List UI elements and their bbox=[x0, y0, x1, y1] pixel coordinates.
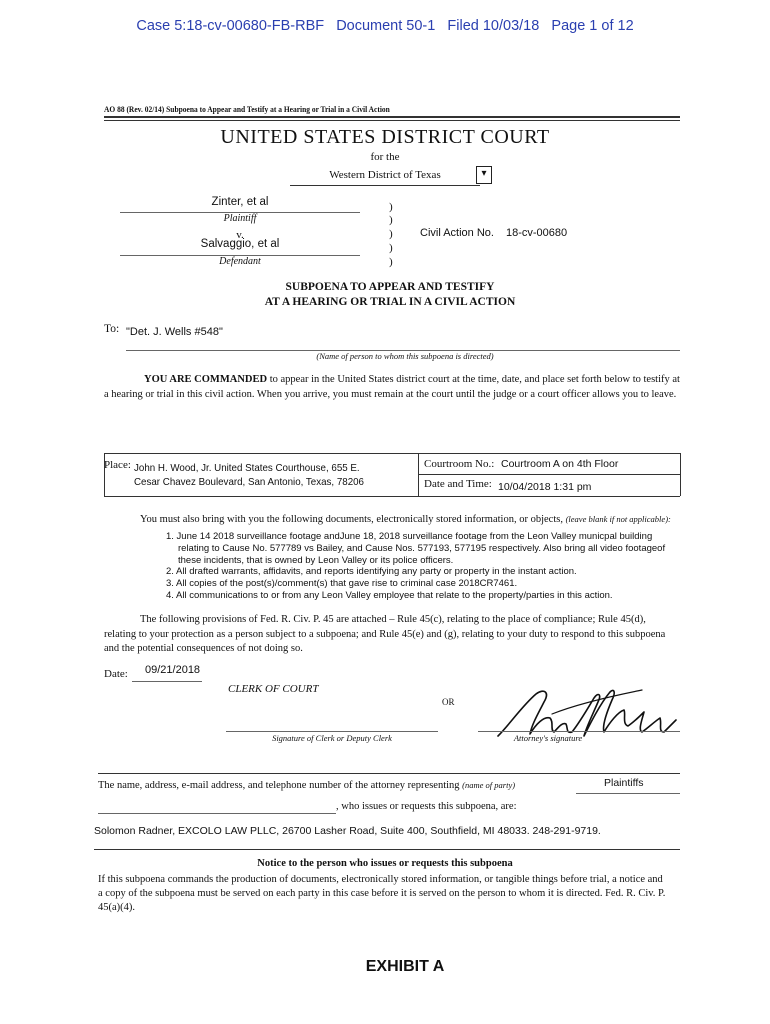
clerk-of-court: CLERK OF COURT bbox=[228, 683, 319, 695]
attorney-blank-rule bbox=[98, 813, 336, 814]
attorney-info-line1 bbox=[98, 780, 515, 791]
ecf-header: Case 5:18-cv-00680-FB-RBF Document 50-1 Filed 10/03/18 Page 1 of 12 bbox=[136, 18, 634, 34]
datetime-value: 10/04/2018 1:31 pm bbox=[498, 481, 592, 493]
attorney-top-rule bbox=[98, 773, 680, 774]
caption-bracket-3: ) bbox=[389, 228, 393, 240]
command-bold: YOU ARE COMMANDED bbox=[144, 374, 268, 385]
clerk-signature-line bbox=[226, 731, 438, 732]
notice-title: Notice to the person who issues or requests this subpoena bbox=[257, 858, 513, 869]
place-box-top bbox=[104, 453, 680, 454]
versus: v. bbox=[236, 229, 244, 241]
notice-body: If this subpoena commands the production of documents, electronically stored information, or tangible things before trial, a notice and a copy of the subpoena must be served on each party in this case before it is served on the person to whom it is directed. Fed. R. Civ. P. 45(a)(4). bbox=[98, 874, 666, 913]
caption-bracket-4: ) bbox=[389, 242, 393, 254]
caption-bracket-2: ) bbox=[389, 214, 393, 226]
place-box-right bbox=[680, 453, 681, 496]
date-label: Date: bbox=[104, 668, 128, 680]
documents-intro-text: You must also bring with you the following documents, electronically stored information, or objects bbox=[140, 514, 561, 525]
subpoena-title-1: SUBPOENA TO APPEAR AND TESTIFY bbox=[285, 281, 495, 293]
exhibit-label: EXHIBIT A bbox=[365, 958, 445, 975]
command-paragraph bbox=[104, 373, 680, 402]
district-name: Western District of Texas bbox=[329, 169, 441, 181]
form-id-rule bbox=[104, 116, 680, 118]
place-box-mid bbox=[418, 474, 680, 475]
form-id-rule-2 bbox=[104, 120, 680, 121]
courtroom-label: Courtroom No.: bbox=[424, 458, 495, 470]
to-label: To: bbox=[104, 323, 120, 335]
chevron-down-icon: ▾ bbox=[481, 168, 487, 179]
attorney-signature-line bbox=[478, 731, 680, 732]
place-line-2: Cesar Chavez Boulevard, San Antonio, Texas, 78206 bbox=[134, 476, 365, 488]
defendant-label: Defendant bbox=[219, 256, 261, 267]
documents-list bbox=[166, 531, 676, 602]
attorney-bottom-rule bbox=[94, 849, 680, 850]
to-caption: (Name of person to whom this subpoena is directed) bbox=[316, 351, 494, 361]
place-box-bottom bbox=[104, 496, 680, 497]
document-item-3: 3. All copies of the post(s)/comment(s) that gave rise to criminal case 2018CR7461. bbox=[166, 578, 518, 590]
district-dropdown bbox=[476, 166, 492, 184]
command-text: to appear in the United States district court at the time, date, and place set forth below to testify at a hearing or trial in this civil action. When you arrive, you must remain at the court until the judge or a court officer allows you to leave. bbox=[104, 374, 680, 400]
caption-bracket-5: ) bbox=[389, 256, 393, 268]
civil-action-label: Civil Action No. bbox=[420, 227, 494, 239]
court-title: UNITED STATES DISTRICT COURT bbox=[220, 126, 550, 148]
document-item-1: 1. June 14 2018 surveillance footage andJune 18, 2018 surveillance footage from the Leon Valley municpal building relating to Cause No. 577789 vs Bailey, and Cause Nos. 577193, 577195 respectively. Also bring all video footageof these incidents, that is owned by Leon Valley or its police officers. bbox=[166, 531, 666, 566]
attorney-contact: Solomon Radner, EXCOLO LAW PLLC, 26700 Lasher Road, Suite 400, Southfield, MI 48033. 248-291-9719. bbox=[94, 825, 601, 837]
datetime-label: Date and Time: bbox=[424, 478, 492, 490]
attorney-signature-caption: Attorney's signature bbox=[513, 733, 583, 743]
district-rule bbox=[290, 185, 480, 186]
to-name: "Det. J. Wells #548" bbox=[126, 326, 223, 338]
attorney-info-italic: (name of party) bbox=[462, 780, 516, 790]
caption-bracket-1: ) bbox=[389, 201, 393, 213]
subpoena-title-2: AT A HEARING OR TRIAL IN A CIVIL ACTION bbox=[264, 296, 516, 308]
attorney-info-line2: , who issues or requests this subpoena, are: bbox=[336, 801, 517, 812]
place-label: Place: bbox=[104, 459, 131, 471]
place-line-1: John H. Wood, Jr. United States Courthouse, 655 E. bbox=[134, 462, 360, 474]
document-item-2: 2. All drafted warrants, affidavits, and reports identifying any party or property in the instant action. bbox=[166, 566, 577, 578]
form-id: AO 88 (Rev. 02/14) Subpoena to Appear and Testify at a Hearing or Trial in a Civil Action bbox=[104, 104, 390, 114]
for-the: for the bbox=[370, 151, 400, 163]
attorney-party: Plaintiffs bbox=[604, 777, 644, 789]
defendant-name: Salvaggio, et al bbox=[200, 238, 280, 250]
courtroom-value: Courtroom A on 4th Floor bbox=[501, 458, 619, 470]
attorney-info-text: The name, address, e-mail address, and telephone number of the attorney representing bbox=[98, 780, 460, 791]
documents-intro-italic: (leave blank if not applicable): bbox=[565, 514, 671, 524]
clerk-signature-caption: Signature of Clerk or Deputy Clerk bbox=[272, 733, 392, 743]
date-value: 09/21/2018 bbox=[145, 664, 201, 676]
or-label: OR bbox=[442, 697, 455, 707]
civil-action-number: 18-cv-00680 bbox=[506, 227, 568, 239]
plaintiff-name: Zinter, et al bbox=[211, 196, 269, 208]
rule45-paragraph: The following provisions of Fed. R. Civ. P. 45 are attached – Rule 45(c), relating to the place of compliance; Rule 45(d), relating to your protection as a person subject to a subpoena; and Rule 45(e) and (g), relating to your duty to respond to this subpoena and the potential consequences of not doing so. bbox=[104, 614, 666, 654]
plaintiff-label: Plaintiff bbox=[223, 213, 257, 224]
documents-intro: You must also bring with you the following documents, electronically stored information, or objects, (leave blank if not applicable): bbox=[140, 514, 671, 525]
document-item-4: 4. All communications to or from any Leon Valley employee that relate to the property/parties in this action. bbox=[166, 589, 613, 601]
attorney-party-rule bbox=[576, 793, 680, 794]
date-rule bbox=[132, 681, 202, 682]
